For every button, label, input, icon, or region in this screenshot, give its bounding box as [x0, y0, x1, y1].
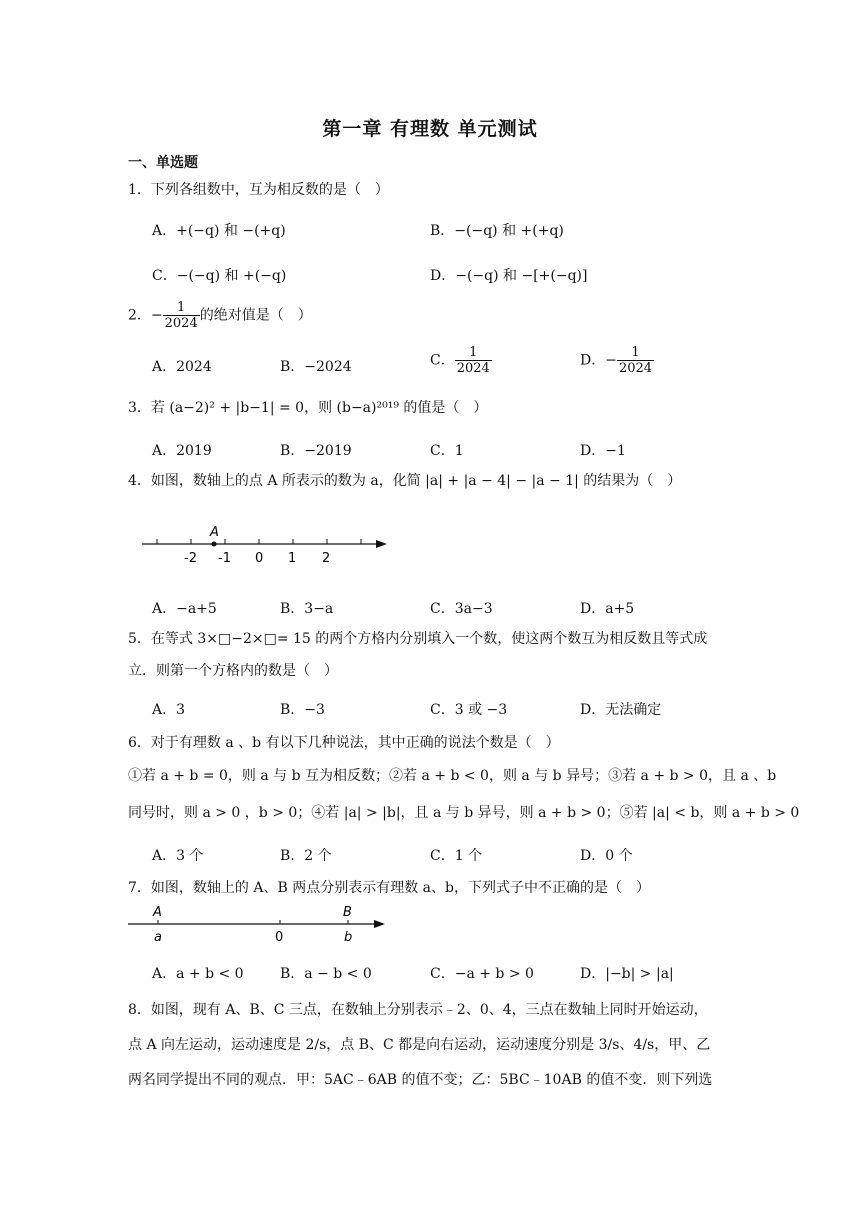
- question-2-suffix: 的绝对值是（ ）: [199, 307, 312, 324]
- fraction-denominator: 2024: [618, 361, 653, 376]
- question-4-stem: 4．如图，数轴上的点 A 所表示的数为 a，化简 |a| + |a − 4| − |a − 1| 的结果为（ ）: [128, 473, 682, 489]
- option-c-fraction: [455, 345, 492, 376]
- question-6-option-c: C．1 个: [430, 848, 483, 864]
- tick-label: -1: [218, 551, 231, 566]
- question-8-line1: 8．如图，现有 A、B、C 三点，在数轴上分别表示﹣2、0、4，三点在数轴上同时开始运动，: [128, 1002, 708, 1018]
- fraction-denominator: 2024: [456, 361, 490, 376]
- question-5-stem-line2: 立．则第一个方格内的数是（ ）: [128, 663, 338, 679]
- question-6-option-b: B．2 个: [280, 848, 332, 864]
- question-1-option-c: C．−(−q) 和 +(−q): [152, 268, 287, 284]
- tick-label: 2: [322, 551, 331, 566]
- fraction-numerator: 1: [455, 345, 492, 361]
- tick-label: 1: [288, 551, 297, 566]
- question-2-option-a: A．2024: [152, 359, 212, 375]
- question-2-option-b: B．−2024: [280, 359, 352, 375]
- question-1-option-a: A．+(−q) 和 −(+q): [152, 223, 286, 239]
- point-a-label: A: [210, 525, 219, 540]
- question-4-option-c: C．3a−3: [430, 601, 493, 617]
- question-7-option-a: A．a + b < 0: [152, 966, 244, 982]
- number-line-figure-1: [138, 518, 398, 568]
- question-2-option-c: [430, 345, 492, 376]
- question-3-option-a: A．2019: [152, 443, 212, 459]
- question-5-option-a: A．3: [152, 702, 186, 718]
- tick-label: -2: [184, 551, 197, 566]
- question-2-stem: [128, 300, 312, 331]
- tick-label: 0: [255, 551, 264, 566]
- number-line-figure-2: [124, 902, 394, 948]
- option-d-fraction: [617, 345, 654, 376]
- option-d-label: D．−: [580, 352, 617, 369]
- fraction-numerator: 1: [617, 345, 654, 361]
- question-4-option-b: B．3−a: [280, 601, 334, 617]
- question-1-option-d: D．−(−q) 和 −[+(−q)]: [430, 268, 588, 284]
- question-2-prefix: 2．−: [128, 307, 163, 324]
- question-6-statements-line1: ①若 a + b = 0，则 a 与 b 互为相反数；②若 a + b < 0，则 a 与 b 异号；③若 a + b > 0，且 a 、b: [128, 768, 777, 784]
- question-2-fraction: [163, 300, 200, 331]
- question-1-option-b: B．−(−q) 和 +(+q): [430, 223, 564, 239]
- question-6-stem: 6．对于有理数 a 、b 有以下几种说法，其中正确的说法个数是（ ）: [128, 735, 560, 751]
- question-3-option-d: D．−1: [580, 443, 626, 459]
- question-7-option-b: B．a − b < 0: [280, 966, 372, 982]
- fraction-numerator: 1: [163, 300, 200, 316]
- question-1-stem: 1．下列各组数中，互为相反数的是（ ）: [128, 182, 389, 198]
- question-6-statements-line2: 同号时，则 a > 0 ，b > 0；④若 |a| > |b|，且 a 与 b 异号，则 a + b > 0；⑤若 |a| < b，则 a + b > 0: [128, 805, 800, 821]
- question-3-option-c: C．1: [430, 443, 464, 459]
- question-4-option-a: A．−a+5: [152, 601, 217, 617]
- question-5-stem-line1: 5．在等式 3×□−2×□= 15 的两个方格内分别填入一个数，使这两个数互为相反数且等式成: [128, 631, 708, 647]
- arrow-head: [376, 540, 387, 548]
- question-5-option-d: D．无法确定: [580, 702, 662, 718]
- arrow-head: [374, 920, 385, 928]
- question-8-line2: 点 A 向左运动，运动速度是 2/s，点 B、C 都是向右运动，运动速度分别是 3/s、4/s，甲、乙: [128, 1037, 711, 1053]
- section-heading: 一、单选题: [128, 155, 198, 171]
- question-8-line3: 两名同学提出不同的观点．甲：5AC﹣6AB 的值不变；乙：5BC﹣10AB 的值不变．则下列选: [128, 1072, 713, 1088]
- point-b-value: b: [344, 930, 353, 945]
- tick-label: 0: [275, 930, 284, 945]
- point-a-label: A: [153, 905, 162, 920]
- page-title: 第一章 有理数 单元测试: [322, 118, 538, 140]
- point-a-value: a: [154, 930, 162, 945]
- point-a-dot: [212, 542, 217, 547]
- question-7-option-d: D．|−b| > |a|: [580, 966, 674, 982]
- question-7-option-c: C．−a + b > 0: [430, 966, 534, 982]
- fraction-denominator: 2024: [164, 316, 198, 331]
- question-2-option-d: [580, 345, 654, 376]
- question-3-stem: 3．若 (a−2)² + |b−1| = 0，则 (b−a)²⁰¹⁹ 的值是（ ）: [128, 400, 488, 416]
- question-3-option-b: B．−2019: [280, 443, 352, 459]
- question-7-stem: 7．如图，数轴上的 A、B 两点分别表示有理数 a、b，下列式子中不正确的是（ ）: [128, 880, 650, 896]
- question-6-option-a: A．3 个: [152, 848, 204, 864]
- question-5-option-c: C．3 或 −3: [430, 702, 508, 718]
- option-c-label: C．: [430, 352, 455, 369]
- question-4-option-d: D．a+5: [580, 601, 635, 617]
- question-6-option-d: D．0 个: [580, 848, 633, 864]
- point-b-label: B: [343, 905, 352, 920]
- question-5-option-b: B．−3: [280, 702, 325, 718]
